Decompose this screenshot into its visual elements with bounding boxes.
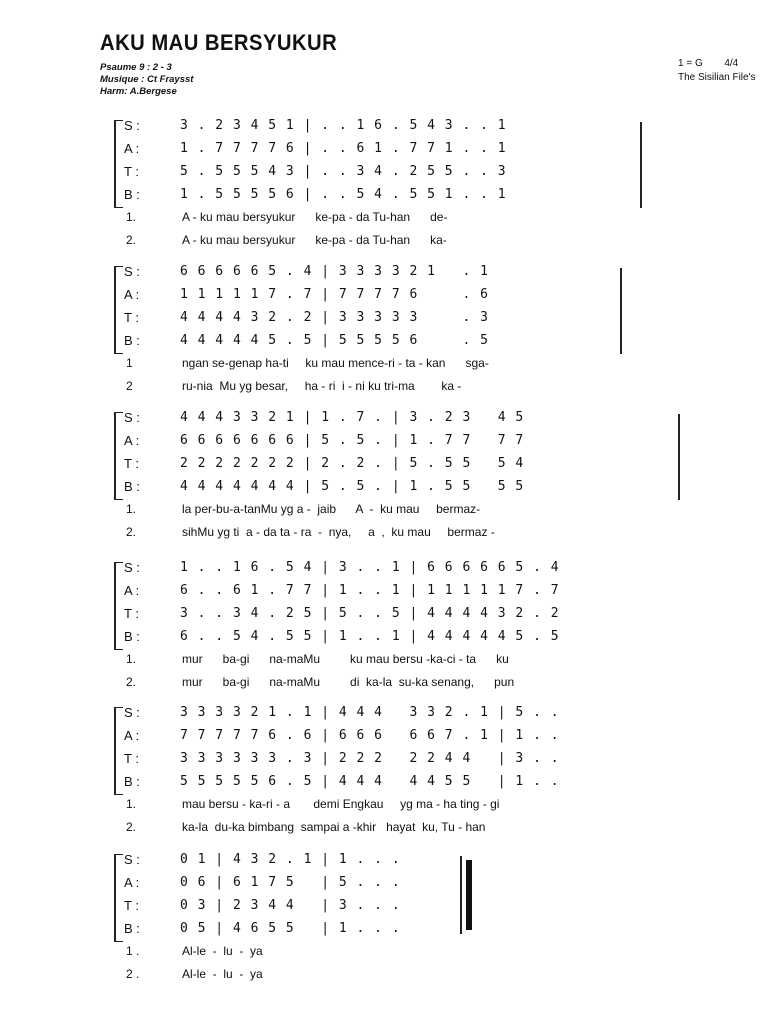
lyric-line: la per-bu-a-tanMu yg a - jaib A - ku mau bermaz-: [182, 502, 481, 516]
verse-number: 1: [126, 356, 133, 370]
voice-label-bass: B :: [124, 774, 140, 789]
lyric-line: Al-le - lu - ya: [182, 967, 263, 981]
soprano-notes: 4 4 4 3 3 2 1 | 1 . 7 . | 3 . 2 3 4 5: [180, 410, 525, 425]
lyric-line: ru-nia Mu yg besar, ha - ri i - ni ku tri-ma ka -: [182, 379, 462, 393]
tenor-notes: 3 . . 3 4 . 2 5 | 5 . . 5 | 4 4 4 4 3 2 . 2: [180, 606, 560, 621]
bar-line: [678, 414, 680, 500]
voice-label-tenor: T :: [124, 751, 139, 766]
voice-label-bass: B :: [124, 479, 140, 494]
soprano-notes: 0 1 | 4 3 2 . 1 | 1 . . .: [180, 852, 401, 867]
voice-label-alto: A :: [124, 433, 140, 448]
key-signature: 1 = G: [678, 58, 703, 69]
voice-label-alto: A :: [124, 728, 140, 743]
voice-label-bass: B :: [124, 333, 140, 348]
voice-label-soprano: S :: [124, 118, 140, 133]
soprano-notes: 6 6 6 6 6 5 . 4 | 3 3 3 3 2 1 . 1: [180, 264, 489, 279]
lyric-line: A - ku mau bersyukur ke-pa - da Tu-han ka-: [182, 233, 447, 247]
system-4: [112, 560, 652, 698]
voice-label-alto: A :: [124, 583, 140, 598]
bass-notes: 1 . 5 5 5 5 6 | . . 5 4 . 5 5 1 . . 1: [180, 187, 507, 202]
verse-number: 1 .: [126, 944, 140, 958]
lyric-line: mau bersu - ka-ri - a demi Engkau yg ma - ha ting - gi: [182, 797, 500, 811]
voice-label-tenor: T :: [124, 164, 139, 179]
verse-number: 1.: [126, 797, 137, 811]
verse-number: 2: [126, 379, 133, 393]
tenor-notes: 2 2 2 2 2 2 2 | 2 . 2 . | 5 . 5 5 5 4: [180, 456, 525, 471]
voice-label-alto: A :: [124, 141, 140, 156]
system-3: [112, 410, 652, 548]
lyric-line: ngan se-genap ha-ti ku mau mence-ri - ta - kan sga-: [182, 356, 489, 370]
voice-label-soprano: S :: [124, 264, 140, 279]
voice-label-soprano: S :: [124, 410, 140, 425]
system-2: [112, 264, 652, 402]
soprano-notes: 3 . 2 3 4 5 1 | . . 1 6 . 5 4 3 . . 1: [180, 118, 507, 133]
verse-number: 2.: [126, 820, 137, 834]
voice-label-bass: B :: [124, 187, 140, 202]
lyric-line: Al-le - lu - ya: [182, 944, 263, 958]
harm-credit: Harm: A.Bergese: [100, 86, 177, 97]
alto-notes: 1 . 7 7 7 7 6 | . . 6 1 . 7 7 1 . . 1: [180, 141, 507, 156]
soprano-notes: 3 3 3 3 2 1 . 1 | 4 4 4 3 3 2 . 1 | 5 . .: [180, 705, 560, 720]
verse-number: 1.: [126, 210, 137, 224]
time-signature: 4/4: [724, 58, 739, 69]
bass-notes: 0 5 | 4 6 5 5 | 1 . . .: [180, 921, 401, 936]
bass-notes: 4 4 4 4 4 5 . 5 | 5 5 5 5 6 . 5: [180, 333, 489, 348]
voice-label-bass: B :: [124, 629, 140, 644]
arranger-credit: The Sisilian File's: [678, 72, 756, 83]
song-credits: [100, 62, 193, 98]
voice-label-bass: B :: [124, 921, 140, 936]
lyric-line: sihMu yg ti a - da ta - ra - nya, a , ku mau bermaz -: [182, 525, 495, 539]
verse-number: 2.: [126, 233, 137, 247]
song-title: AKU MAU BERSYUKUR: [100, 30, 338, 55]
tenor-notes: 4 4 4 4 3 2 . 2 | 3 3 3 3 3 . 3: [180, 310, 489, 325]
voice-label-tenor: T :: [124, 310, 139, 325]
tenor-notes: 3 3 3 3 3 3 . 3 | 2 2 2 2 2 4 4 | 3 . .: [180, 751, 560, 766]
lyric-line: mur ba-gi na-maMu ku mau bersu -ka-ci - ta ku: [182, 652, 509, 666]
bass-notes: 5 5 5 5 5 6 . 5 | 4 4 4 4 4 5 5 | 1 . .: [180, 774, 560, 789]
alto-notes: 6 . . 6 1 . 7 7 | 1 . . 1 | 1 1 1 1 1 7 . 7: [180, 583, 560, 598]
key-and-time: [678, 57, 756, 71]
alto-notes: 7 7 7 7 7 6 . 6 | 6 6 6 6 6 7 . 1 | 1 . .: [180, 728, 560, 743]
system-1: [112, 118, 652, 256]
music-credit: Musique : Ct Fraysst: [100, 74, 194, 85]
voice-label-alto: A :: [124, 875, 140, 890]
voice-label-tenor: T :: [124, 898, 139, 913]
verse-number: 2 .: [126, 967, 140, 981]
voice-label-soprano: S :: [124, 705, 140, 720]
voice-label-soprano: S :: [124, 852, 140, 867]
tenor-notes: 0 3 | 2 3 4 4 | 3 . . .: [180, 898, 401, 913]
lyric-line: A - ku mau bersyukur ke-pa - da Tu-han de-: [182, 210, 448, 224]
alto-notes: 1 1 1 1 1 7 . 7 | 7 7 7 7 6 . 6: [180, 287, 489, 302]
lyric-line: mur ba-gi na-maMu di ka-la su-ka senang, pun: [182, 675, 515, 689]
verse-number: 1.: [126, 502, 137, 516]
bass-notes: 6 . . 5 4 . 5 5 | 1 . . 1 | 4 4 4 4 4 5 . 5: [180, 629, 560, 644]
verse-number: 2.: [126, 675, 137, 689]
soprano-notes: 1 . . 1 6 . 5 4 | 3 . . 1 | 6 6 6 6 6 5 . 4: [180, 560, 560, 575]
alto-notes: 0 6 | 6 1 7 5 | 5 . . .: [180, 875, 401, 890]
song-meta: [678, 57, 756, 85]
voice-label-tenor: T :: [124, 456, 139, 471]
verse-number: 2.: [126, 525, 137, 539]
voice-label-soprano: S :: [124, 560, 140, 575]
voice-label-tenor: T :: [124, 606, 139, 621]
system-5: [112, 705, 652, 843]
tenor-notes: 5 . 5 5 5 4 3 | . . 3 4 . 2 5 5 . . 3: [180, 164, 507, 179]
system-6: [112, 852, 492, 990]
alto-notes: 6 6 6 6 6 6 6 | 5 . 5 . | 1 . 7 7 7 7: [180, 433, 525, 448]
source-text: Psaume 9 : 2 - 3: [100, 62, 172, 73]
voice-label-alto: A :: [124, 287, 140, 302]
lyric-line: ka-la du-ka bimbang sampai a -khir hayat ku, Tu - han: [182, 820, 486, 834]
bass-notes: 4 4 4 4 4 4 4 | 5 . 5 . | 1 . 5 5 5 5: [180, 479, 525, 494]
verse-number: 1.: [126, 652, 137, 666]
